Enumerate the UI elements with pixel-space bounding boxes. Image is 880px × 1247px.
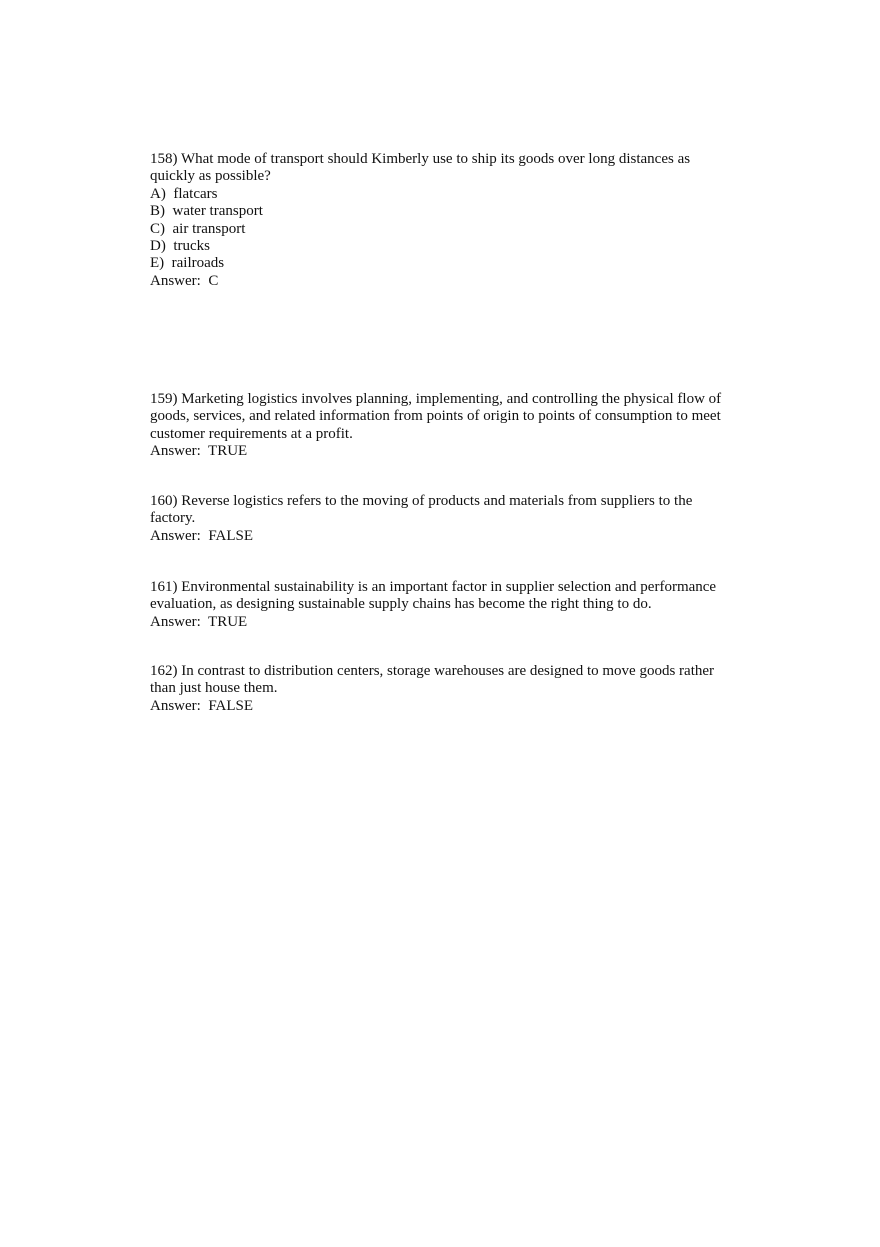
- option-e: E) railroads: [150, 255, 225, 272]
- question-stem: 160) Reverse logistics refers to the moving of products and materials from suppliers to the factory.: [150, 493, 693, 527]
- answer: Answer: FALSE: [150, 527, 254, 544]
- answer: Answer: TRUE: [150, 613, 248, 630]
- question-stem: 158) What mode of transport should Kimberly use to ship its goods over long distances as quickly as possible?: [150, 151, 691, 185]
- option-a: A) flatcars: [150, 185, 218, 202]
- question-158: [150, 151, 725, 290]
- question-162: [150, 663, 725, 715]
- question-159: [150, 391, 725, 461]
- question-stem: 161) Environmental sustainability is an important factor in supplier selection and performance evaluation, as designing sustainable supply chains has become the right thing to do.: [150, 579, 717, 613]
- option-b: B) water transport: [150, 203, 263, 220]
- question-stem: 159) Marketing logistics involves planning, implementing, and controlling the physical flow of goods, services, and related information from points of origin to points of consumption to meet customer requirements at a profit.: [150, 391, 722, 442]
- answer: Answer: TRUE: [150, 443, 248, 460]
- option-d: D) trucks: [150, 238, 210, 255]
- option-c: C) air transport: [150, 220, 246, 237]
- answer: Answer: FALSE: [150, 697, 254, 714]
- question-160: [150, 493, 725, 545]
- question-161: [150, 579, 725, 631]
- answer: Answer: C: [150, 272, 219, 289]
- question-stem: 162) In contrast to distribution centers, storage warehouses are designed to move goods rather than just house them.: [150, 663, 715, 697]
